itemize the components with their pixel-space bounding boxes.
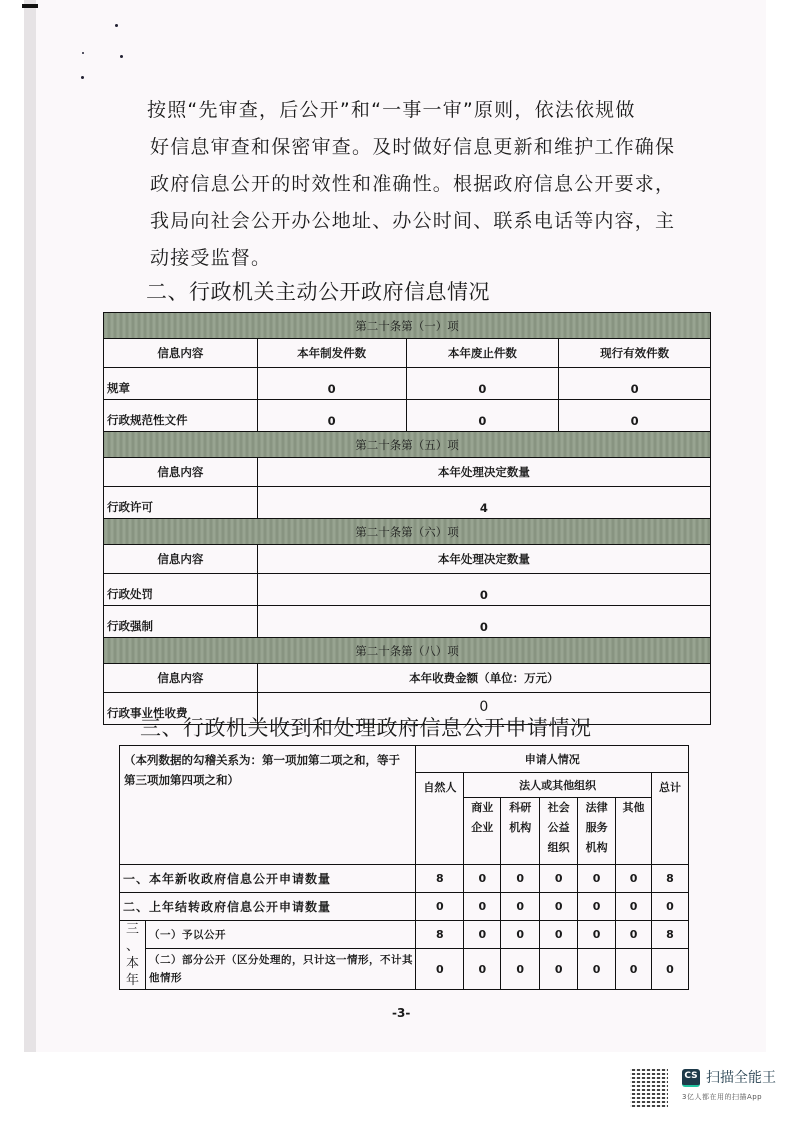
scan-speck xyxy=(115,24,118,27)
table-header-row xyxy=(104,339,711,368)
row-label: 行政规范性文件 xyxy=(104,400,258,432)
header-line: 社会 xyxy=(547,801,570,814)
header-line: 法律 xyxy=(585,801,608,814)
row-label: 行政事业性收费 xyxy=(104,693,258,725)
table-header-row xyxy=(120,746,689,773)
cell-value: 0 xyxy=(257,368,406,400)
natural-person-header: 自然人 xyxy=(416,773,464,865)
row-label: （一）予以公开 xyxy=(145,921,415,949)
cell-value: 8 xyxy=(416,865,464,893)
table-section-row xyxy=(104,432,711,458)
table-header-row xyxy=(104,545,711,574)
section-title-art5: 第二十条第（五）项 xyxy=(104,432,711,458)
column-header: 信息内容 xyxy=(104,458,258,487)
header-line: 机构 xyxy=(509,821,532,834)
group-label-this-year xyxy=(120,921,146,990)
cell-value: 0 xyxy=(257,693,710,725)
section-title-art6: 第二十条第（六）项 xyxy=(104,519,711,545)
cell-value: 0 xyxy=(464,865,501,893)
cell-value: 0 xyxy=(616,893,652,921)
cell-value: 0 xyxy=(406,368,559,400)
table-row xyxy=(104,574,711,606)
cell-value: 0 xyxy=(652,893,689,921)
proactive-disclosure-table xyxy=(103,312,711,725)
cell-value: 0 xyxy=(616,865,652,893)
brand-tagline: 3亿人都在用的扫描App xyxy=(682,1093,763,1101)
column-header: 现行有效件数 xyxy=(559,339,711,368)
sub-column-header xyxy=(578,798,616,865)
header-line: 服务 xyxy=(585,821,608,834)
table-row xyxy=(104,487,711,519)
header-line: 科研 xyxy=(509,801,532,814)
section-title-art1: 第二十条第（一）项 xyxy=(104,313,711,339)
row-label: 行政处罚 xyxy=(104,574,258,606)
column-header: 本年收费金额（单位：万元） xyxy=(257,664,710,693)
table-row xyxy=(120,949,689,990)
header-line: 企业 xyxy=(471,821,494,834)
cell-value: 0 xyxy=(540,865,578,893)
cell-value: 0 xyxy=(501,893,540,921)
cell-value: 0 xyxy=(501,865,540,893)
table-header-row xyxy=(104,458,711,487)
cell-value: 8 xyxy=(652,921,689,949)
section-title-art8: 第二十条第（八）项 xyxy=(104,638,711,664)
applicant-header: 申请人情况 xyxy=(416,746,689,773)
cell-value: 0 xyxy=(540,893,578,921)
row-label: 行政许可 xyxy=(104,487,258,519)
header-line: 机构 xyxy=(585,841,608,854)
row-label: 一、本年新收政府信息公开申请数量 xyxy=(120,865,416,893)
cell-value: 0 xyxy=(616,921,652,949)
header-line: 其他 xyxy=(622,801,645,814)
table-section-row xyxy=(104,638,711,664)
table-row xyxy=(120,893,689,921)
table-row xyxy=(120,865,689,893)
section-3-heading: 三、行政机关收到和处理政府信息公开申请情况 xyxy=(140,716,592,740)
cell-value: 0 xyxy=(578,949,616,990)
column-header: 本年废止件数 xyxy=(406,339,559,368)
cell-value: 0 xyxy=(578,893,616,921)
scanner-watermark xyxy=(630,1065,790,1110)
cell-value: 0 xyxy=(464,949,501,990)
row-label: 二、上年结转政府信息公开申请数量 xyxy=(120,893,416,921)
sub-column-header xyxy=(540,798,578,865)
scan-speck xyxy=(120,55,123,58)
cell-value: 0 xyxy=(257,606,710,638)
sub-column-header xyxy=(501,798,540,865)
table-row xyxy=(104,368,711,400)
group-label-char: 三 xyxy=(125,922,139,937)
cell-value: 0 xyxy=(652,949,689,990)
cell-value: 0 xyxy=(501,949,540,990)
scan-corner-mark xyxy=(22,4,38,8)
row-label: 行政强制 xyxy=(104,606,258,638)
cell-value: 0 xyxy=(578,865,616,893)
cell-value: 4 xyxy=(257,487,710,519)
column-header: 信息内容 xyxy=(104,664,258,693)
scan-speck xyxy=(81,76,84,79)
column-header: 本年处理决定数量 xyxy=(257,458,710,487)
cell-value: 0 xyxy=(559,368,711,400)
sub-column-header xyxy=(464,798,501,865)
cell-value: 0 xyxy=(616,949,652,990)
legal-group-header: 法人或其他组织 xyxy=(464,773,652,798)
cell-value: 0 xyxy=(540,921,578,949)
application-handling-table xyxy=(119,745,689,990)
cell-value: 0 xyxy=(464,893,501,921)
group-label-char: 年 xyxy=(125,973,139,988)
cell-value: 8 xyxy=(652,865,689,893)
header-line: 商业 xyxy=(471,801,494,814)
cell-value: 0 xyxy=(406,400,559,432)
group-label-char: 本 xyxy=(125,956,139,971)
total-header: 总计 xyxy=(652,773,689,865)
column-header: 本年制发件数 xyxy=(257,339,406,368)
cell-value: 0 xyxy=(578,921,616,949)
scan-speck xyxy=(82,52,84,54)
column-header: 信息内容 xyxy=(104,339,258,368)
column-header: 本年处理决定数量 xyxy=(257,545,710,574)
row-label: （二）部分公开（区分处理的，只计这一情形，不计其他情形 xyxy=(145,949,415,990)
table-section-row xyxy=(104,313,711,339)
header-line: 公益 xyxy=(547,821,570,834)
scan-page-edge xyxy=(24,0,36,1052)
cell-value: 0 xyxy=(501,921,540,949)
page-number: -3- xyxy=(392,1006,411,1020)
table-header-row xyxy=(104,664,711,693)
cell-value: 0 xyxy=(257,574,710,606)
brand-name: 扫描全能王 xyxy=(706,1070,776,1086)
cell-value: 8 xyxy=(416,921,464,949)
section-2-heading: 二、行政机关主动公开政府信息情况 xyxy=(146,280,490,304)
sub-column-header xyxy=(616,798,652,865)
cell-value: 0 xyxy=(559,400,711,432)
group-label-char: 、 xyxy=(125,939,139,954)
cell-value: 0 xyxy=(416,949,464,990)
body-paragraph xyxy=(147,92,676,277)
header-line: 组织 xyxy=(547,841,570,854)
reconciliation-note: （本列数据的勾稽关系为：第一项加第二项之和，等于第三项加第四项之和） xyxy=(120,746,416,865)
cell-value: 0 xyxy=(416,893,464,921)
cell-value: 0 xyxy=(257,400,406,432)
cell-value: 0 xyxy=(464,921,501,949)
table-row xyxy=(120,921,689,949)
row-label: 规章 xyxy=(104,368,258,400)
table-row xyxy=(104,400,711,432)
paragraph-line: 政府信息公开的时效性和准确性。根据政府信息公开要求， xyxy=(150,173,676,195)
paragraph-line: 动接受监督。 xyxy=(150,247,272,269)
camscanner-logo-icon: CS xyxy=(682,1069,700,1087)
qr-code-icon xyxy=(630,1067,668,1107)
paragraph-line: 好信息审查和保密审查。及时做好信息更新和维护工作确保 xyxy=(150,136,676,158)
column-header: 信息内容 xyxy=(104,545,258,574)
paragraph-line: 我局向社会公开办公地址、办公时间、联系电话等内容，主 xyxy=(150,210,676,232)
table-row xyxy=(104,606,711,638)
cell-value: 0 xyxy=(540,949,578,990)
table-section-row xyxy=(104,519,711,545)
paragraph-line: 按照“先审查，后公开”和“一事一审”原则，依法依规做 xyxy=(147,99,636,121)
